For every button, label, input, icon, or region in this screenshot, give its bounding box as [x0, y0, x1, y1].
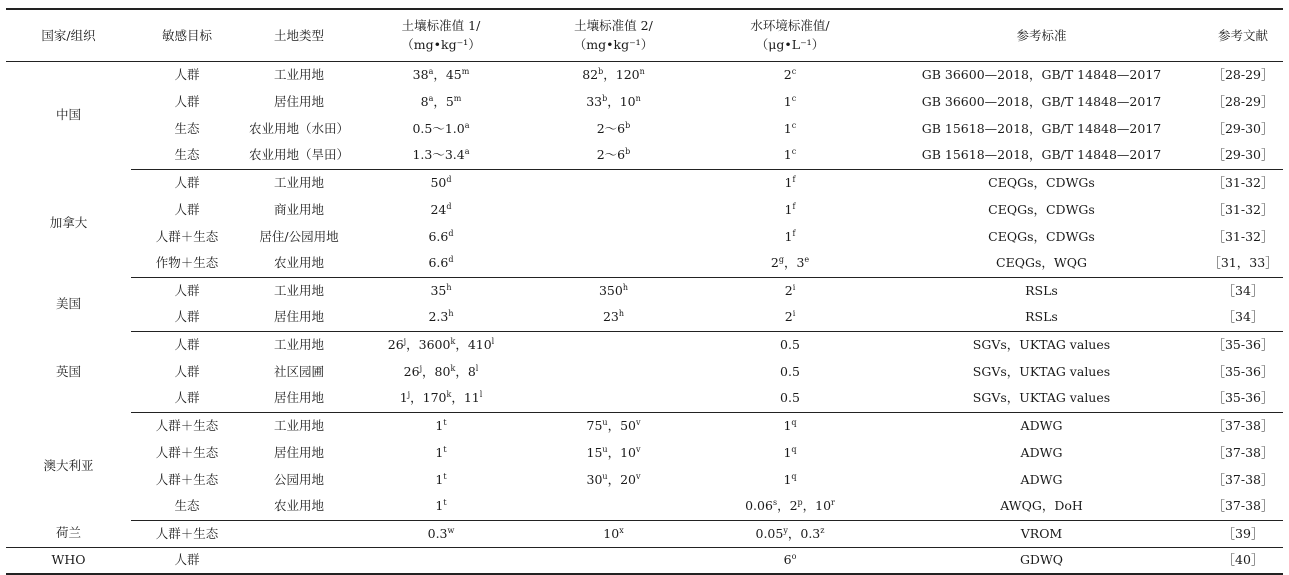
header-country: 国家/组织: [6, 9, 131, 61]
soil-standard-1-cell: [355, 358, 527, 385]
value-text: 1: [784, 228, 793, 244]
table-row: [6, 331, 1283, 358]
reference-standard-cell: ADWG: [1020, 471, 1063, 487]
footnote-mark: j: [419, 363, 423, 373]
land-type-cell: 商业用地: [273, 201, 324, 217]
table-row: [6, 493, 1283, 520]
footnote-mark: v: [635, 444, 641, 454]
value-text: 0.05: [755, 525, 784, 541]
value-text: 30: [586, 471, 603, 487]
value-text: 15: [586, 444, 603, 460]
soil-standard-2-cell: [527, 439, 700, 466]
soil-standard-1-cell: [355, 520, 527, 547]
soil-standard-1-cell: [355, 493, 527, 520]
reference-cell: ［40］: [1203, 547, 1283, 574]
water-standard-cell: [700, 250, 880, 277]
soil-standard-1-cell: [355, 250, 527, 277]
value-text: ，170: [410, 390, 447, 406]
water-standard-cell: [700, 358, 880, 385]
value-text: 2～6: [596, 147, 626, 163]
table-row: [6, 358, 1283, 385]
footnote-mark: t: [443, 444, 447, 454]
target-cell: 人群＋生态: [155, 471, 219, 487]
reference-standard-cell: CEQGs，CDWGs: [988, 174, 1095, 190]
reference-cell: ［35-36］: [1203, 385, 1283, 412]
reference-cell: ［34］: [1203, 304, 1283, 331]
water-standard-cell: [700, 88, 880, 115]
soil-standard-2-cell: [527, 142, 700, 169]
table-row: [6, 88, 1283, 115]
land-type-cell: 工业用地: [273, 66, 324, 82]
land-type-cell: [243, 520, 355, 547]
footnote-mark: a: [464, 147, 470, 157]
reference-cell: ［28-29］: [1212, 93, 1274, 109]
value-text: 1.3～3.4: [412, 147, 465, 163]
footnote-mark: g: [778, 255, 784, 265]
value-text: 2～6: [596, 120, 626, 136]
water-standard-cell: [700, 493, 880, 520]
water-standard-cell: [700, 331, 880, 358]
reference-standard-cell: RSLs: [1025, 282, 1058, 298]
reference-cell: ［39］: [1203, 520, 1283, 547]
target-cell: 人群: [174, 363, 200, 379]
water-standard-cell: [700, 142, 880, 169]
footnote-mark: w: [447, 525, 455, 535]
value-text: ，50: [607, 417, 636, 433]
value-text: 1: [783, 444, 792, 460]
target-cell: 人群: [131, 304, 243, 331]
footnote-mark: j: [407, 390, 411, 400]
value-text: ，10: [802, 498, 832, 514]
value-text: 1: [783, 120, 792, 136]
soil-standard-2-cell: [527, 385, 700, 412]
land-type-cell: 农业用地: [243, 493, 355, 520]
soil-standard-2-cell: [527, 169, 700, 196]
water-standard-cell: [700, 520, 880, 547]
reference-standard-cell: ADWG: [1020, 417, 1063, 433]
reference-cell: ［31-32］: [1212, 228, 1274, 244]
value-text: 6.6: [428, 228, 449, 244]
soil-standard-2-cell: [527, 115, 700, 142]
country-cell: 加拿大: [49, 215, 88, 230]
footnote-mark: s: [772, 498, 778, 508]
value-text: 2: [784, 309, 793, 325]
soil-standard-1-cell: [355, 61, 527, 88]
soil-standard-1-cell: [355, 277, 527, 304]
soil-standard-1-cell: [355, 385, 527, 412]
value-text: 0.06: [745, 498, 773, 514]
soil-standard-2-cell: [527, 250, 700, 277]
water-standard-cell: [700, 115, 880, 142]
soil-standard-1-cell: [355, 223, 527, 250]
value-text: 2: [783, 66, 792, 82]
footnote-mark: h: [446, 282, 452, 292]
footnote-mark: m: [461, 66, 470, 76]
land-type-cell: 公园用地: [273, 471, 324, 487]
value-text: ，120: [603, 66, 640, 82]
target-cell: 人群＋生态: [155, 228, 219, 244]
value-text: 2.3: [428, 309, 449, 325]
value-text: ，3600: [406, 336, 451, 352]
footnote-mark: h: [618, 309, 625, 319]
water-standard-cell: [700, 466, 880, 493]
water-standard-cell: [700, 304, 880, 331]
table-body: [6, 61, 1283, 574]
value-text: 24: [430, 201, 447, 217]
land-type-cell: 居住用地: [243, 304, 355, 331]
footnote-mark: b: [625, 147, 631, 157]
water-standard-cell: [700, 169, 880, 196]
country-cell: 中国: [55, 107, 81, 123]
value-text: 1: [399, 390, 408, 406]
land-type-cell: 农业用地（旱田）: [243, 142, 355, 169]
footnote-mark: h: [448, 309, 454, 319]
footnote-mark: z: [820, 525, 825, 535]
soil-standard-1-cell: [355, 466, 527, 493]
footnote-mark: d: [446, 201, 452, 211]
soil-standard-1-cell: [355, 196, 527, 223]
header-reference: 参考文献: [1203, 9, 1283, 61]
reference-cell: ［31-32］: [1212, 201, 1274, 217]
footnote-mark: a: [428, 66, 434, 76]
target-cell: 人群: [174, 282, 200, 298]
soil-standard-2-cell: [527, 88, 700, 115]
value-text: 1: [783, 93, 792, 109]
soil-standard-2-cell: [527, 493, 700, 520]
reference-standard-cell: SGVs，UKTAG values: [972, 336, 1111, 352]
footnote-mark: v: [635, 471, 641, 481]
water-standard-cell: [700, 223, 880, 250]
footnote-mark: r: [831, 498, 835, 508]
soil-standard-1-cell: [355, 88, 527, 115]
footnote-mark: c: [791, 93, 797, 103]
footnote-mark: l: [475, 363, 479, 373]
target-cell: 人群: [131, 385, 243, 412]
footnote-mark: k: [450, 363, 456, 373]
reference-cell: ［29-30］: [1203, 142, 1283, 169]
target-cell: 作物＋生态: [131, 250, 243, 277]
footnote-mark: h: [622, 282, 628, 292]
standards-table: [6, 8, 1283, 575]
value-text: 1: [783, 417, 792, 433]
target-cell: 人群＋生态: [131, 520, 243, 547]
footnote-mark: b: [598, 66, 604, 76]
table-row: [6, 196, 1283, 223]
value-text: 35: [430, 282, 447, 298]
value-text: 10: [603, 525, 620, 541]
footnote-mark: k: [450, 336, 456, 346]
soil-standard-1-cell: [355, 331, 527, 358]
reference-cell: ［31-32］: [1212, 174, 1274, 190]
table-row: [6, 412, 1283, 439]
reference-cell: ［37-38］: [1212, 417, 1274, 433]
soil-standard-1-cell: [355, 439, 527, 466]
reference-cell: ［35-36］: [1212, 336, 1274, 352]
reference-standard-cell: GDWQ: [880, 547, 1203, 574]
value-text: 26: [387, 336, 404, 352]
table-row: [6, 250, 1283, 277]
footnote-mark: t: [443, 417, 447, 427]
table-row: [6, 115, 1283, 142]
soil-standard-1-cell: [355, 169, 527, 196]
country-cell: WHO: [6, 547, 131, 574]
land-type-cell: 工业用地: [273, 417, 324, 433]
reference-standard-cell: AWQG，DoH: [880, 493, 1203, 520]
water-standard-cell: [700, 412, 880, 439]
reference-standard-cell: RSLs: [880, 304, 1203, 331]
land-type-cell: 工业用地: [273, 174, 324, 190]
value-text: 75: [586, 417, 603, 433]
value-text: ，20: [607, 471, 636, 487]
value-text: 6.6: [428, 255, 449, 271]
table-row: [6, 304, 1283, 331]
soil-standard-1-cell: [355, 304, 527, 331]
target-cell: 生态: [131, 493, 243, 520]
footnote-mark: c: [791, 147, 797, 157]
land-type-cell: 农业用地（水田）: [248, 120, 349, 136]
footnote-mark: e: [804, 255, 810, 265]
table-row: [6, 520, 1283, 547]
footnote-mark: d: [448, 255, 454, 265]
footnote-mark: d: [448, 228, 454, 238]
footnote-mark: i: [792, 282, 796, 292]
reference-standard-cell: GB 15618—2018，GB/T 14848—2017: [921, 120, 1162, 136]
soil-standard-2-cell: [527, 520, 700, 547]
footnote-mark: u: [602, 471, 608, 481]
water-standard-cell: [700, 385, 880, 412]
value-text: ，80: [422, 363, 451, 379]
water-standard-cell: [700, 61, 880, 88]
value-text: 33: [586, 93, 603, 109]
soil-standard-2-cell: [527, 412, 700, 439]
country-cell: 美国: [55, 296, 81, 311]
value-text: ，2: [777, 498, 798, 514]
land-type-cell: 居住用地: [273, 444, 324, 460]
soil-standard-2-cell: [527, 61, 700, 88]
table-header: [6, 9, 1283, 61]
table-row: [6, 277, 1283, 304]
footnote-mark: v: [635, 417, 641, 427]
reference-standard-cell: GB 36600—2018，GB/T 14848—2017: [921, 93, 1162, 109]
target-cell: 生态: [174, 120, 200, 136]
reference-cell: ［37-38］: [1212, 471, 1274, 487]
header-land-type: 土地类型: [243, 9, 355, 61]
header-row: [6, 9, 1283, 61]
footnote-mark: b: [625, 120, 631, 130]
reference-cell: ［31，33］: [1203, 250, 1283, 277]
reference-standard-cell: CEQGs，CDWGs: [988, 228, 1095, 244]
land-type-cell: 居住用地: [273, 93, 324, 109]
water-standard-cell: [700, 547, 880, 574]
reference-cell: ［37-38］: [1203, 493, 1283, 520]
value-text: 1: [435, 444, 444, 460]
value-text: ，10: [607, 444, 636, 460]
footnote-mark: m: [453, 93, 462, 103]
target-cell: 人群: [174, 336, 200, 352]
soil-standard-2-cell: [527, 196, 700, 223]
footnote-mark: f: [792, 201, 796, 211]
country-cell: 荷兰: [6, 520, 131, 547]
soil-standard-1-cell: [355, 142, 527, 169]
reference-standard-cell: SGVs，UKTAG values: [972, 363, 1111, 379]
footnote-mark: c: [791, 66, 797, 76]
value-text: 38: [412, 66, 429, 82]
footnote-mark: u: [602, 417, 608, 427]
value-text: 0.3: [427, 525, 448, 541]
footnote-mark: b: [602, 93, 608, 103]
soil-standard-2-cell: [527, 358, 700, 385]
soil-standard-1-cell: [355, 115, 527, 142]
soil-standard-2-cell: [527, 277, 700, 304]
target-cell: 生态: [131, 142, 243, 169]
target-cell: 人群: [174, 66, 200, 82]
footnote-mark: f: [792, 228, 796, 238]
value-text: 2: [770, 255, 779, 271]
header-target: 敏感目标: [131, 9, 243, 61]
value-text: 1: [783, 471, 792, 487]
value-text: ，8: [455, 363, 476, 379]
value-text: 23: [602, 309, 619, 325]
target-cell: 人群＋生态: [155, 444, 219, 460]
footnote-mark: l: [479, 390, 483, 400]
reference-cell: ［28-29］: [1212, 66, 1274, 82]
footnote-mark: x: [619, 525, 624, 535]
land-type-cell: [243, 547, 355, 574]
reference-standard-cell: GB 36600—2018，GB/T 14848—2017: [921, 66, 1162, 82]
value-text: ，45: [433, 66, 462, 82]
value-text: 1: [783, 147, 792, 163]
value-text: 0.5: [780, 363, 800, 379]
header-soil-standard-2: 土壤标准值 2/ （mg•kg⁻¹）: [527, 9, 700, 61]
value-text: 26: [403, 363, 420, 379]
footnote-mark: q: [791, 471, 797, 481]
reference-cell: ［29-30］: [1212, 120, 1274, 136]
value-text: 82: [582, 66, 599, 82]
soil-standard-2-cell: [527, 547, 700, 574]
value-text: 350: [598, 282, 623, 298]
value-text: ，10: [607, 93, 636, 109]
header-soil-standard-1: 土壤标准值 1/ （mg•kg⁻¹）: [355, 9, 527, 61]
reference-cell: ［34］: [1222, 282, 1264, 298]
footnote-mark: k: [446, 390, 452, 400]
table-row: [6, 169, 1283, 196]
footnote-mark: n: [635, 93, 641, 103]
reference-standard-cell: VROM: [880, 520, 1203, 547]
table-row: [6, 142, 1283, 169]
soil-standard-2-cell: [527, 466, 700, 493]
reference-standard-cell: ADWG: [1020, 444, 1063, 460]
soil-standard-1-cell: [355, 412, 527, 439]
land-type-cell: 居住/公园用地: [259, 228, 339, 244]
value-text: 1: [435, 471, 444, 487]
value-text: 0.5: [780, 390, 800, 406]
reference-cell: ［37-38］: [1212, 444, 1274, 460]
water-standard-cell: [700, 439, 880, 466]
footnote-mark: t: [443, 498, 447, 508]
reference-cell: ［35-36］: [1212, 363, 1274, 379]
footnote-mark: d: [446, 174, 452, 184]
footnote-mark: p: [797, 498, 803, 508]
value-text: 50: [430, 174, 447, 190]
land-type-cell: 居住用地: [243, 385, 355, 412]
water-standard-cell: [700, 277, 880, 304]
country-cell: 澳大利亚: [43, 458, 94, 473]
target-cell: 人群: [174, 93, 200, 109]
reference-standard-cell: GB 15618—2018，GB/T 14848—2017: [880, 142, 1203, 169]
target-cell: 人群: [174, 201, 200, 217]
reference-standard-cell: SGVs，UKTAG values: [880, 385, 1203, 412]
footnote-mark: j: [403, 336, 407, 346]
water-standard-cell: [700, 196, 880, 223]
land-type-cell: 工业用地: [273, 282, 324, 298]
land-type-cell: 工业用地: [273, 336, 324, 352]
reference-standard-cell: CEQGs，WQG: [880, 250, 1203, 277]
footnote-mark: l: [491, 336, 495, 346]
value-text: ，11: [451, 390, 480, 406]
value-text: ，5: [433, 93, 454, 109]
target-cell: 人群: [174, 174, 200, 190]
value-text: 8: [420, 93, 429, 109]
land-type-cell: 农业用地: [243, 250, 355, 277]
land-type-cell: 社区园圃: [273, 363, 324, 379]
footnote-mark: a: [464, 120, 470, 130]
value-text: 1: [435, 417, 444, 433]
table-row: [6, 385, 1283, 412]
value-text: 6: [783, 552, 792, 568]
target-cell: 人群: [131, 547, 243, 574]
country-cell: 英国: [55, 363, 81, 379]
soil-standard-2-cell: [527, 223, 700, 250]
footnote-mark: f: [792, 174, 796, 184]
footnote-mark: y: [783, 525, 788, 535]
footnote-mark: a: [428, 93, 434, 103]
value-text: ，3: [783, 255, 805, 271]
table-row: [6, 547, 1283, 574]
value-text: ，0.3: [787, 525, 821, 541]
header-reference-standard: 参考标准: [880, 9, 1203, 61]
table-row: [6, 61, 1283, 88]
value-text: 0.5～1.0: [412, 120, 465, 136]
footnote-mark: o: [791, 552, 797, 562]
footnote-mark: n: [639, 66, 645, 76]
value-text: 0.5: [780, 336, 800, 352]
value-text: 1: [784, 201, 793, 217]
table-row: [6, 223, 1283, 250]
footnote-mark: q: [791, 417, 797, 427]
value-text: 1: [784, 174, 793, 190]
value-text: 2: [784, 282, 793, 298]
footnote-mark: q: [791, 444, 797, 454]
table-row: [6, 439, 1283, 466]
footnote-mark: u: [602, 444, 608, 454]
value-text: 1: [435, 498, 444, 514]
soil-standard-1-cell: [355, 547, 527, 574]
footnote-mark: t: [443, 471, 447, 481]
reference-standard-cell: CEQGs，CDWGs: [988, 201, 1095, 217]
footnote-mark: i: [792, 309, 796, 319]
table-row: [6, 466, 1283, 493]
target-cell: 人群＋生态: [155, 417, 219, 433]
header-water-standard: 水环境标准值/ （μg•L⁻¹）: [700, 9, 880, 61]
soil-standard-2-cell: [527, 304, 700, 331]
footnote-mark: c: [791, 120, 797, 130]
soil-standard-2-cell: [527, 331, 700, 358]
value-text: ，410: [455, 336, 492, 352]
